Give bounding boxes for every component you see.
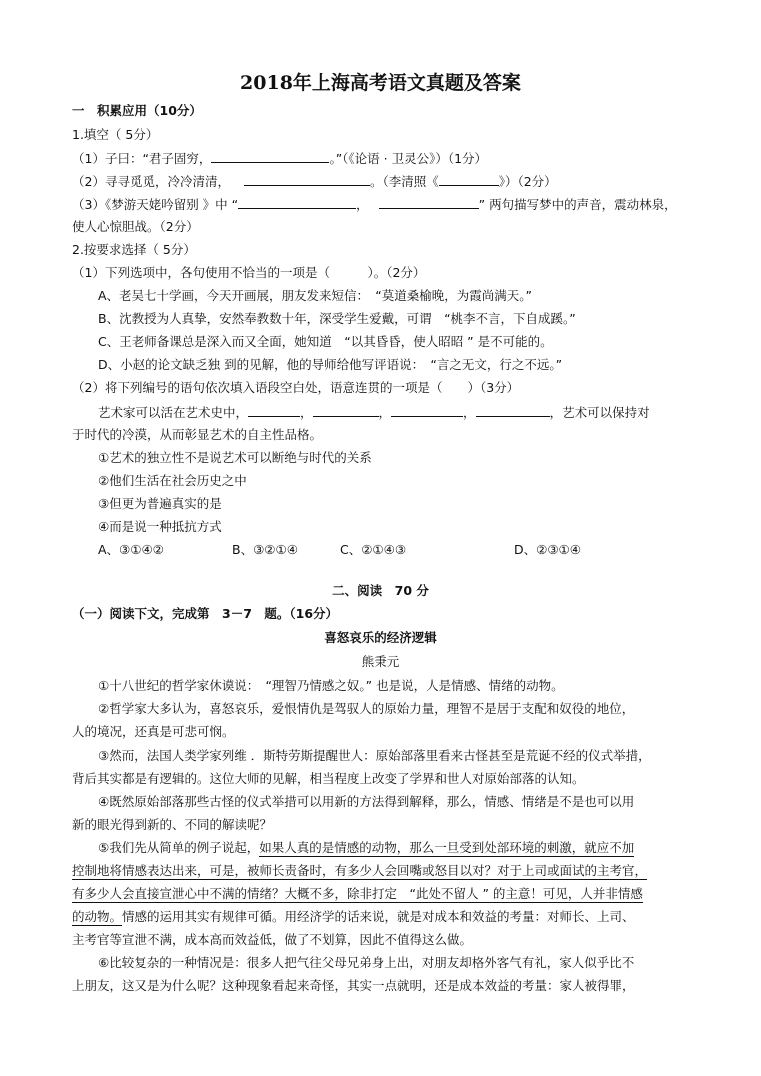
answer-blank[interactable] xyxy=(211,150,329,163)
answer-blank[interactable] xyxy=(379,196,479,209)
paragraph-6: ⑥比较复杂的一种情况是：很多人把气往父母兄弟身上出，对朋友却格外客气有礼，家人似乎比不 xyxy=(98,955,635,970)
q1-2-text-a: （2）寻寻觅觅，冷冷清清， xyxy=(72,174,230,189)
choice-d: D、②③①④ xyxy=(514,542,581,557)
passage-text-a: 艺术家可以活在艺术史中， xyxy=(98,405,249,420)
underlined-text: 如果人真的是情感的动物，那么一旦受到处部环境的刺激，就应不加 xyxy=(259,840,635,855)
underlined-text: 的动物。 xyxy=(72,909,123,924)
q1-3-text-c: ” 两句描写梦中的声音，震动林泉， xyxy=(478,197,677,212)
option-c: C、王老师备课总是深入而又全面，她知道 “以其昏昏，使人昭昭 ” 是不可能的。 xyxy=(98,334,553,349)
paragraph-5-line-5: 主考官等宣泄不满，成本高而效益低，做了不划算，因此不值得这么做。 xyxy=(72,932,473,947)
paragraph-5-line-2 xyxy=(72,863,647,879)
answer-blank[interactable] xyxy=(248,404,300,417)
paragraph-5-text: 情感的运用其实有规律可循。用经济学的话来说，就是对成本和效益的考量：对师长、上司、 xyxy=(122,909,635,924)
choice-b: B、③②①④ xyxy=(232,542,298,557)
answer-blank[interactable] xyxy=(238,196,356,209)
question-1-1 xyxy=(72,150,487,167)
q1-2-text-c: 》）（2分） xyxy=(498,174,557,189)
section-2-heading: 二、阅读 70 分 xyxy=(332,583,429,598)
sentence-4: ④而是说一种抵抗方式 xyxy=(98,519,222,534)
question-2-2-passage xyxy=(98,404,650,421)
page-title: 2018年上海高考语文真题及答案 xyxy=(240,72,521,94)
paragraph-2-cont: 人的境况，还真是可悲可悯。 xyxy=(72,724,235,739)
answer-blank[interactable] xyxy=(391,404,463,417)
passage-text-b: ，艺术可以保持对 xyxy=(549,405,650,420)
paragraph-5-line-4 xyxy=(72,909,635,925)
comma: ， xyxy=(378,405,392,420)
paragraph-4: ④既然原始部落那些古怪的仪式举措可以用新的方法得到解释，那么，情感、情绪是不是也可以用 xyxy=(98,794,635,809)
article-title: 喜怒哀乐的经济逻辑 xyxy=(324,630,437,645)
question-1-3-cont: 使人心惊胆战。（2分） xyxy=(72,219,199,234)
sentence-1: ①艺术的独立性不是说艺术可以断绝与时代的关系 xyxy=(98,450,372,465)
question-1-2 xyxy=(72,173,557,190)
q1-2-text-b: 。（李清照《 xyxy=(369,174,439,189)
q1-1-text-a: （1）子曰：“君子固穷， xyxy=(72,151,212,166)
comma: ， xyxy=(300,405,313,420)
underlined-text: 有多少人会直接宣泄心中不满的情绪？大概不多，除非打定 “此处不留人 ” 的主意！可见，人并非情感 xyxy=(72,886,643,901)
question-1-header: 1.填空（ 5分） xyxy=(72,127,159,142)
paragraph-1: ①十八世纪的哲学家休谟说： “理智乃情感之奴。” 也是说，人是情感、情绪的动物。 xyxy=(98,678,564,693)
paragraph-3-cont: 背后其实都是有逻辑的。这位大师的见解，相当程度上改变了学界和世人对原始部落的认知。 xyxy=(72,771,585,786)
q1-3-text-b: ， xyxy=(356,197,369,212)
paragraph-5 xyxy=(98,840,634,856)
answer-blank[interactable] xyxy=(244,173,370,186)
comma: ， xyxy=(463,405,476,420)
article-author: 熊秉元 xyxy=(361,654,400,669)
option-a: A、老吴七十学画，今天开画展，朋友发来短信： “莫道桑榆晚，为霞尚满天。” xyxy=(98,288,533,303)
sentence-2: ②他们生活在社会历史之中 xyxy=(98,473,247,488)
q1-1-text-b: 。”（《论语 · 卫灵公》）（1分） xyxy=(329,151,488,166)
question-2-2: （2）将下列编号的语句依次填入语段空白处，语意连贯的一项是（ ）（3分） xyxy=(72,380,520,395)
sentence-3: ③但更为普遍真实的是 xyxy=(98,496,222,511)
q1-3-text-a: （3）《梦游天姥吟留别 》中 “ xyxy=(72,197,239,212)
option-b: B、沈教授为人真挚，安然奉教数十年，深受学生爱戴，可谓 “桃李不言，下自成蹊。” xyxy=(98,311,576,326)
paragraph-5-line-3 xyxy=(72,886,643,902)
answer-blank[interactable] xyxy=(313,404,379,417)
paragraph-5-lead: ⑤我们先从简单的例子说起， xyxy=(98,840,260,855)
question-1-3 xyxy=(72,196,677,213)
choice-a: A、③①④② xyxy=(98,542,164,557)
question-2-2-passage-cont: 于时代的冷漠，从而彰显艺术的自主性品格。 xyxy=(72,427,323,442)
answer-blank[interactable] xyxy=(439,173,499,186)
paragraph-4-cont: 新的眼光得到新的、不同的解读呢？ xyxy=(72,817,273,832)
underlined-text: 控制地将情感表达出来，可是，被师长责备时，有多少人会回嘴或怒目以对？对于上司或面试的主考官， xyxy=(72,863,648,878)
choice-c: C、②①④③ xyxy=(340,542,407,557)
question-2-1: （1）下列选项中，各句使用不恰当的一项是（ ）。（2分） xyxy=(72,265,426,280)
paragraph-6-cont: 上朋友，这又是为什么呢？这种现象看起来奇怪，其实一点就明，还是成本效益的考量：家人被得罪， xyxy=(72,978,635,993)
reading-1-instructions: （一）阅读下文，完成第 3－7 题。（16分） xyxy=(72,606,339,621)
option-d: D、小赵的论文缺乏独 到的见解，他的导师给他写评语说： “言之无文，行之不远。” xyxy=(98,357,563,372)
section-1-heading: 一 积累应用（10分） xyxy=(72,103,202,118)
question-2-header: 2.按要求选择（ 5分） xyxy=(72,242,196,257)
paragraph-3: ③然而，法国人类学家列维 ．斯特劳斯提醒世人：原始部落里看来古怪甚至是荒诞不经的仪式举措， xyxy=(98,748,651,763)
answer-blank[interactable] xyxy=(476,404,550,417)
paragraph-2: ②哲学家大多认为，喜怒哀乐，爱恨情仇是驾驭人的原始力量，理智不是居于支配和奴役的地位， xyxy=(98,701,635,716)
